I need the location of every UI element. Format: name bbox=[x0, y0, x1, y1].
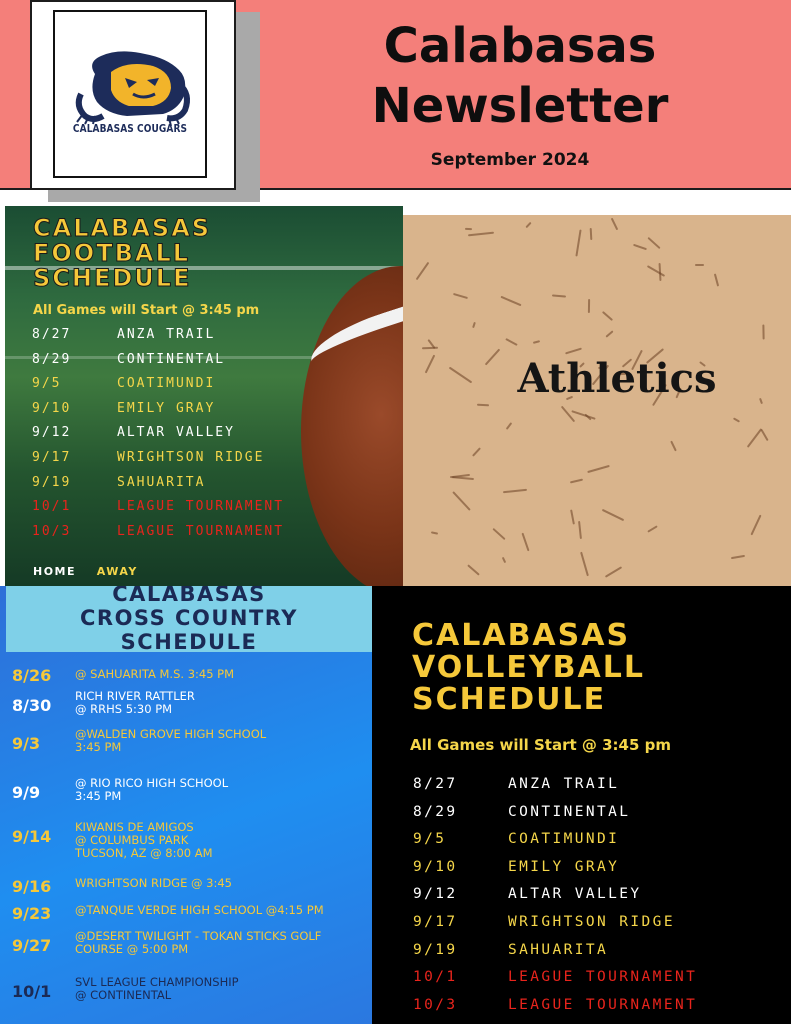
game-opponent: LEAGUE TOURNAMENT bbox=[508, 996, 698, 1013]
football-game-row bbox=[5, 327, 403, 349]
paper-fiber bbox=[472, 447, 481, 456]
game-opponent: COATIMUNDI bbox=[117, 376, 216, 392]
paper-fiber bbox=[533, 340, 540, 344]
paper-fiber bbox=[695, 264, 704, 266]
meet-detail-line: @ CONTINENTAL bbox=[75, 988, 172, 1002]
paper-fiber bbox=[575, 230, 581, 257]
meet-date: 9/3 bbox=[12, 734, 41, 753]
paper-fiber bbox=[525, 222, 531, 228]
paper-fiber bbox=[602, 311, 613, 321]
paper-fiber bbox=[500, 296, 521, 306]
football-game-row bbox=[5, 376, 403, 398]
paper-fiber bbox=[762, 324, 764, 339]
meet-date: 9/23 bbox=[12, 904, 52, 923]
title-line: FOOTBALL bbox=[33, 239, 191, 267]
game-date: 10/1 bbox=[413, 969, 458, 986]
football-start-time: All Games will Start @ 3:45 pm bbox=[33, 303, 260, 318]
game-opponent: WRIGHTSON RIDGE bbox=[508, 914, 675, 930]
game-opponent: LEAGUE TOURNAMENT bbox=[117, 499, 285, 515]
paper-fiber bbox=[588, 299, 590, 313]
football-game-row bbox=[5, 352, 403, 374]
meet-detail-line: SVL LEAGUE CHAMPIONSHIP bbox=[75, 975, 239, 989]
paper-fiber bbox=[602, 509, 624, 521]
meet-details bbox=[75, 821, 213, 860]
volleyball-title bbox=[412, 620, 645, 716]
paper-fiber bbox=[472, 322, 476, 328]
game-date: 10/1 bbox=[32, 499, 72, 515]
meet-detail-line: 3:45 PM bbox=[75, 740, 122, 754]
meet-details bbox=[75, 877, 232, 890]
newsletter-title bbox=[300, 16, 740, 136]
title-line-2: Newsletter bbox=[371, 78, 669, 134]
paper-fiber bbox=[503, 489, 527, 493]
game-opponent: ALTAR VALLEY bbox=[508, 886, 642, 903]
cross-country-title bbox=[6, 586, 372, 654]
schedule-legend bbox=[33, 565, 138, 578]
paper-fiber bbox=[452, 491, 471, 511]
meet-date: 9/14 bbox=[12, 827, 52, 846]
meet-detail-line: COURSE @ 5:00 PM bbox=[75, 942, 189, 956]
game-opponent: LEAGUE TOURNAMENT bbox=[508, 969, 698, 986]
game-date: 9/10 bbox=[32, 400, 72, 416]
game-date: 8/27 bbox=[32, 327, 72, 342]
meet-date: 8/30 bbox=[12, 696, 52, 715]
title-line: CALABASAS bbox=[112, 586, 266, 606]
legend-home: HOME bbox=[33, 565, 77, 578]
meet-details bbox=[75, 728, 266, 754]
football-title bbox=[33, 216, 211, 291]
game-date: 10/3 bbox=[413, 996, 458, 1013]
paper-fiber bbox=[731, 555, 745, 559]
paper-fiber bbox=[502, 557, 506, 563]
football-game-row bbox=[5, 499, 403, 521]
paper-fiber bbox=[506, 422, 512, 430]
game-opponent: CONTINENTAL bbox=[508, 803, 631, 820]
game-opponent: COATIMUNDI bbox=[508, 831, 620, 848]
football-game-row bbox=[5, 524, 403, 546]
football-game-row bbox=[5, 401, 403, 423]
paper-fiber bbox=[747, 428, 762, 448]
meet-detail-line: @ SAHUARITA M.S. 3:45 PM bbox=[75, 667, 235, 681]
paper-fiber bbox=[611, 218, 618, 231]
volleyball-schedule-panel bbox=[372, 586, 791, 1024]
paper-fiber bbox=[521, 533, 529, 552]
meet-date: 9/27 bbox=[12, 936, 52, 955]
meet-date: 10/1 bbox=[12, 982, 52, 1001]
paper-fiber bbox=[561, 406, 575, 423]
meet-details bbox=[75, 777, 228, 803]
game-opponent: SAHUARITA bbox=[117, 474, 206, 490]
paper-fiber bbox=[570, 509, 575, 524]
paper-fiber bbox=[760, 429, 768, 441]
paper-fiber bbox=[587, 465, 610, 473]
paper-fiber bbox=[492, 528, 505, 540]
game-opponent: EMILY GRAY bbox=[117, 400, 216, 416]
paper-fiber bbox=[477, 404, 489, 407]
meet-detail-line: @ RRHS 5:30 PM bbox=[75, 702, 173, 716]
volleyball-start-time: All Games will Start @ 3:45 pm bbox=[410, 736, 672, 754]
paper-fiber bbox=[647, 265, 665, 277]
paper-fiber bbox=[552, 294, 566, 297]
cougar-logo-icon bbox=[67, 44, 195, 128]
meet-detail-line: @WALDEN GROVE HIGH SCHOOL bbox=[75, 727, 267, 741]
paper-fiber bbox=[467, 564, 480, 575]
cross-country-schedule-panel bbox=[0, 586, 372, 1024]
meet-detail-line: @DESERT TWILIGHT - TOKAN STICKS GOLF bbox=[75, 929, 322, 943]
title-line: VOLLEYBALL bbox=[412, 650, 645, 685]
game-opponent: ALTAR VALLEY bbox=[117, 425, 235, 441]
meet-detail-line: @ RIO RICO HIGH SCHOOL bbox=[75, 776, 229, 790]
legend-away: AWAY bbox=[96, 565, 138, 578]
football-game-row bbox=[5, 425, 403, 447]
meet-detail-line: @ COLUMBUS PARK bbox=[75, 833, 189, 847]
football-schedule-panel bbox=[5, 206, 403, 586]
logo-text: CALABASAS COUGARS bbox=[72, 122, 188, 135]
paper-fiber bbox=[647, 237, 660, 249]
game-opponent: ANZA TRAIL bbox=[117, 327, 216, 342]
paper-fiber bbox=[565, 348, 582, 355]
meet-detail-line: @TANQUE VERDE HIGH SCHOOL @4:15 PM bbox=[75, 903, 324, 917]
title-line: SCHEDULE bbox=[412, 682, 607, 717]
paper-fiber bbox=[670, 441, 677, 452]
paper-fiber bbox=[590, 228, 593, 240]
game-opponent: CONTINENTAL bbox=[117, 351, 226, 367]
game-opponent: LEAGUE TOURNAMENT bbox=[117, 523, 285, 539]
title-line: SCHEDULE bbox=[120, 630, 258, 654]
game-date: 9/19 bbox=[413, 941, 458, 958]
meet-detail-line: KIWANIS DE AMIGOS bbox=[75, 820, 194, 834]
logo bbox=[53, 10, 207, 178]
paper-fiber bbox=[571, 410, 595, 420]
meet-details bbox=[75, 668, 234, 681]
title-line: CROSS COUNTRY bbox=[80, 606, 298, 630]
game-date: 9/19 bbox=[32, 474, 72, 490]
paper-fiber bbox=[605, 330, 613, 337]
game-date: 8/27 bbox=[413, 776, 458, 792]
meet-details bbox=[75, 976, 239, 1002]
title-line: SCHEDULE bbox=[33, 264, 192, 292]
paper-fiber bbox=[453, 293, 468, 299]
meet-date: 9/9 bbox=[12, 783, 41, 802]
paper-fiber bbox=[733, 417, 740, 422]
game-date: 9/5 bbox=[32, 376, 62, 392]
meet-details bbox=[75, 904, 324, 917]
meet-details bbox=[75, 690, 195, 716]
meet-detail-line: TUCSON, AZ @ 8:00 AM bbox=[75, 846, 213, 860]
paper-fiber bbox=[633, 244, 647, 250]
paper-fiber bbox=[465, 228, 472, 230]
meet-date: 9/16 bbox=[12, 877, 52, 896]
game-date: 8/29 bbox=[32, 351, 72, 367]
paper-fiber bbox=[605, 566, 622, 578]
game-date: 9/10 bbox=[413, 858, 458, 875]
game-date: 8/29 bbox=[413, 803, 458, 820]
paper-fiber bbox=[578, 521, 582, 539]
game-opponent: WRIGHTSON RIDGE bbox=[117, 450, 265, 465]
paper-fiber bbox=[647, 525, 657, 532]
game-date: 9/12 bbox=[32, 425, 72, 441]
game-opponent: EMILY GRAY bbox=[508, 858, 620, 875]
paper-fiber bbox=[580, 552, 589, 577]
meet-date: 8/26 bbox=[12, 666, 52, 685]
paper-fiber bbox=[714, 273, 719, 286]
game-date: 9/12 bbox=[413, 886, 458, 903]
title-line: CALABASAS bbox=[412, 618, 631, 653]
game-date: 9/5 bbox=[413, 831, 447, 848]
title-line-1: Calabasas bbox=[383, 18, 657, 74]
meet-detail-line: RICH RIVER RATTLER bbox=[75, 689, 195, 703]
paper-fiber bbox=[422, 347, 438, 350]
paper-fiber bbox=[570, 479, 583, 484]
game-opponent: SAHUARITA bbox=[508, 941, 609, 958]
athletics-banner bbox=[403, 215, 791, 586]
paper-fiber bbox=[750, 515, 761, 536]
football-game-row bbox=[5, 450, 403, 472]
paper-fiber bbox=[468, 232, 494, 237]
paper-fiber bbox=[431, 531, 438, 534]
game-date: 9/17 bbox=[32, 450, 72, 465]
game-date: 9/17 bbox=[413, 914, 458, 930]
title-line: CALABASAS bbox=[33, 214, 212, 242]
football-game-row bbox=[5, 475, 403, 497]
paper-fiber bbox=[505, 338, 517, 346]
paper-fiber bbox=[416, 262, 430, 280]
game-date: 10/3 bbox=[32, 523, 72, 539]
meet-detail-line: WRIGHTSON RIDGE @ 3:45 bbox=[75, 876, 232, 890]
newsletter-date: September 2024 bbox=[430, 150, 590, 170]
athletics-label: Athletics bbox=[517, 355, 717, 402]
meet-details bbox=[75, 930, 321, 956]
game-opponent: ANZA TRAIL bbox=[508, 776, 620, 792]
meet-detail-line: 3:45 PM bbox=[75, 789, 122, 803]
